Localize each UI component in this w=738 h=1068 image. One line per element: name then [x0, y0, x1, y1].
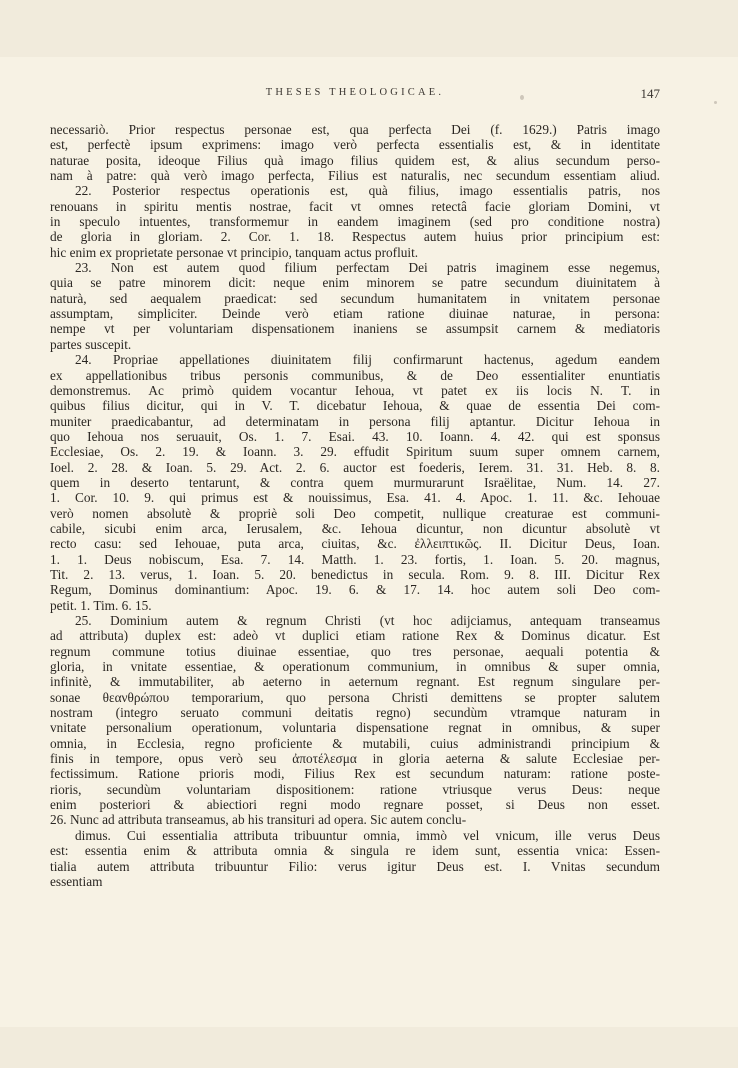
page-number: 147	[640, 86, 660, 101]
text-line: ex appellationibus tribus personis communibus, & de Deo essentialiter enuntiatis	[50, 367, 660, 383]
text-line: finis in tempore, opus verò seu ἀποτέλεσμα in gloria aeterna & salute Ecclesiae per-	[50, 751, 660, 767]
text-line: Tit. 2. 13. verus, 1. Ioan. 5. 20. benedictus in secula. Rom. 9. 8. III. Dicitur Rex	[50, 566, 660, 582]
text-line: Regum, Dominus dominantium: Apoc. 19. 6. & 17. 14. hoc autem soli Deo com-	[50, 582, 660, 598]
text-line: sonae θεανθρώπου temporarium, quo persona Christi demittens se propter salutem	[50, 689, 660, 705]
catchword	[50, 889, 660, 904]
text-line: demonstremus. Ac primò quidem vocantur Iehoua, vt patet ex iis locis N. T. in	[50, 382, 660, 398]
paragraph-end-line: 26. Nunc ad attributa transeamus, ab his transituri ad opera. Sic autem conclu-	[50, 812, 467, 828]
text-line: naturà, sed aequalem praedicat: sed secundum humanitatem in vnitatem personae	[50, 290, 660, 306]
text-line: vnitate personalium operationum, voluntaria dispensatione regnat in omnibus, & super	[50, 720, 660, 736]
paragraph-start-line: dimus. Cui essentialia attributa tribuuntur omnia, immò vel vnicum, ille verus Deus	[75, 827, 660, 843]
text-line: rioris, secundùm voluntariam dispositionem: ratione vtriusque verus Deus: neque	[50, 781, 660, 797]
page-header	[50, 87, 660, 107]
text-line: de gloria in gloriam. 2. Cor. 1. 18. Respectus autem huius prior principium est:	[50, 229, 660, 245]
ink-smudge	[714, 101, 717, 104]
text-line: nostram (integro seruato communi deitatis regno) secundùm vtramque naturam in	[50, 705, 660, 721]
text-line: est: essentia enim & attributa omnia & singula re idem sunt, essentia vnica: Essen-	[50, 843, 660, 859]
text-line: naturae posita, ideoque Filius quà imago filius quidem est, & alius secundum perso-	[50, 152, 660, 168]
text-line: infinitè, & immutabiliter, ab aeterno in aeternum regnant. Est regnum singulare per-	[50, 674, 660, 690]
book-page	[0, 57, 738, 1027]
text-line: quem in deserto tentarunt, & contra quem murmurarunt Israëlitae, Num. 14. 27.	[50, 474, 660, 490]
ink-smudge	[520, 95, 524, 100]
text-line: verò nomen absolutè & propriè soli Deo competit, nullique creaturae est communi-	[50, 505, 660, 521]
text-line: 1. Cor. 10. 9. qui primus est & nouissimus, Esa. 41. 4. Apoc. 1. 11. &c. Iehouae	[50, 490, 660, 506]
text-line: quia se patre minorem dicit: neque enim minorem se patre secundum diuinitatem à	[50, 275, 660, 291]
text-line: cabile, sicubi enim arca, Ierusalem, &c. Iehoua dicuntur, non dicuntur absolutè vt	[50, 520, 660, 536]
paragraph-start-line: 25. Dominium autem & regnum Christi (vt hoc adijciamus, antequam transeamus	[75, 613, 660, 628]
text-line: gloria, in vnitate essentiae, & operationum communium, in omnibus & super omnia,	[50, 659, 660, 675]
text-line: quo Iehoua nos seruauit, Os. 1. 7. Esai. 43. 10. Ioann. 4. 42. qui est sponsus	[50, 428, 660, 444]
text-line: ad attributa) duplex est: adeò vt duplici etiam ratione Rex & Dominus dicatur. Est	[50, 628, 660, 644]
text-line: enim posteriori & abiectiori regni modo regnare posset, si Deus non esset.	[50, 797, 660, 813]
text-line: Ecclesiae, Os. 2. 19. & Ioann. 3. 29. effudit Spiritum suum super omnem carnem,	[50, 444, 660, 460]
text-line: quibus filius dicitur, qui in V. T. dicebatur Iehoua, & quae de essentia Dei com-	[50, 398, 660, 414]
paragraph-end-line: petit. 1. Tim. 6. 15.	[50, 597, 152, 613]
text-line: omnia, in Ecclesia, regno proficiente & mutabili, cuius administrandi principium &	[50, 735, 660, 751]
text-line: fectissimum. Ratione prioris modi, Filius Rex est secundum naturam: ratione poste-	[50, 766, 660, 782]
text-line: renouans in spiritu mentis nostrae, facit vt omnes retectâ facie gloriam Domini, vt	[50, 198, 660, 214]
text-line: tialia autem attributa tribuuntur Filio: verus igitur Deus est. I. Vnitas secundum	[50, 858, 660, 874]
text-line: assumptam, simpliciter. Deinde verò etiam ratione diuinae naturae, in persona:	[50, 306, 660, 322]
text-line: in speculo intuentes, transformemur in eandem imaginem (sed pro conditione nostra)	[50, 214, 660, 230]
paragraph-end-line: partes suscepit.	[50, 336, 132, 352]
text-line: Ioel. 2. 28. & Ioan. 5. 29. Act. 2. 6. auctor est foederis, Ierem. 31. 31. Heb. 8. 8.	[50, 459, 660, 475]
text-line: nam à patre: quà verò imago perfecta, Filius est naturalis, nec secundum essentiam aliud.	[50, 168, 660, 184]
text-line: necessariò. Prior respectus personae est, qua perfecta Dei (f. 1629.) Patris imago	[50, 122, 660, 137]
body-text	[50, 122, 660, 905]
text-line: est, perfectè ipsum exprimens: imago verò perfecta essentialis est, & in identitate	[50, 137, 660, 153]
text-line: regnum commune totius diuinae essentiae, quo tres personae, aequali potentia &	[50, 643, 660, 659]
paragraph-start-line: 24. Propriae appellationes diuinitatem filij confirmarunt hactenus, agedum eandem	[75, 352, 660, 368]
text-line: muniter praedicabantur, ad determinatam in persona filij aptantur. Dicitur Iehoua in	[50, 413, 660, 429]
paragraph-start-line: 22. Posterior respectus operationis est, quà filius, imago essentialis patris, nos	[75, 183, 660, 199]
text-line: essentiam	[50, 873, 103, 889]
text-line: nempe vt per voluntariam dispensationem inaniens se assumpsit carnem & mediatoris	[50, 321, 660, 337]
text-line: recto casu: sed Iehouae, puta arca, ciuitas, &c. ἐλλειπτικῶς. II. Dicitur Deus, Ioan.	[50, 536, 660, 552]
paragraph-end-line: hic enim ex proprietate personae vt principio, tanquam actus profluit.	[50, 244, 419, 260]
paragraph-start-line: 23. Non est autem quod filium perfectam Dei patris imaginem esse negemus,	[75, 260, 660, 276]
text-line: 1. 1. Deus nobiscum, Esa. 7. 14. Matth. 1. 23. fortis, 1. Ioan. 5. 20. magnus,	[50, 551, 660, 567]
running-title: THESES THEOLOGICAE.	[265, 87, 445, 98]
